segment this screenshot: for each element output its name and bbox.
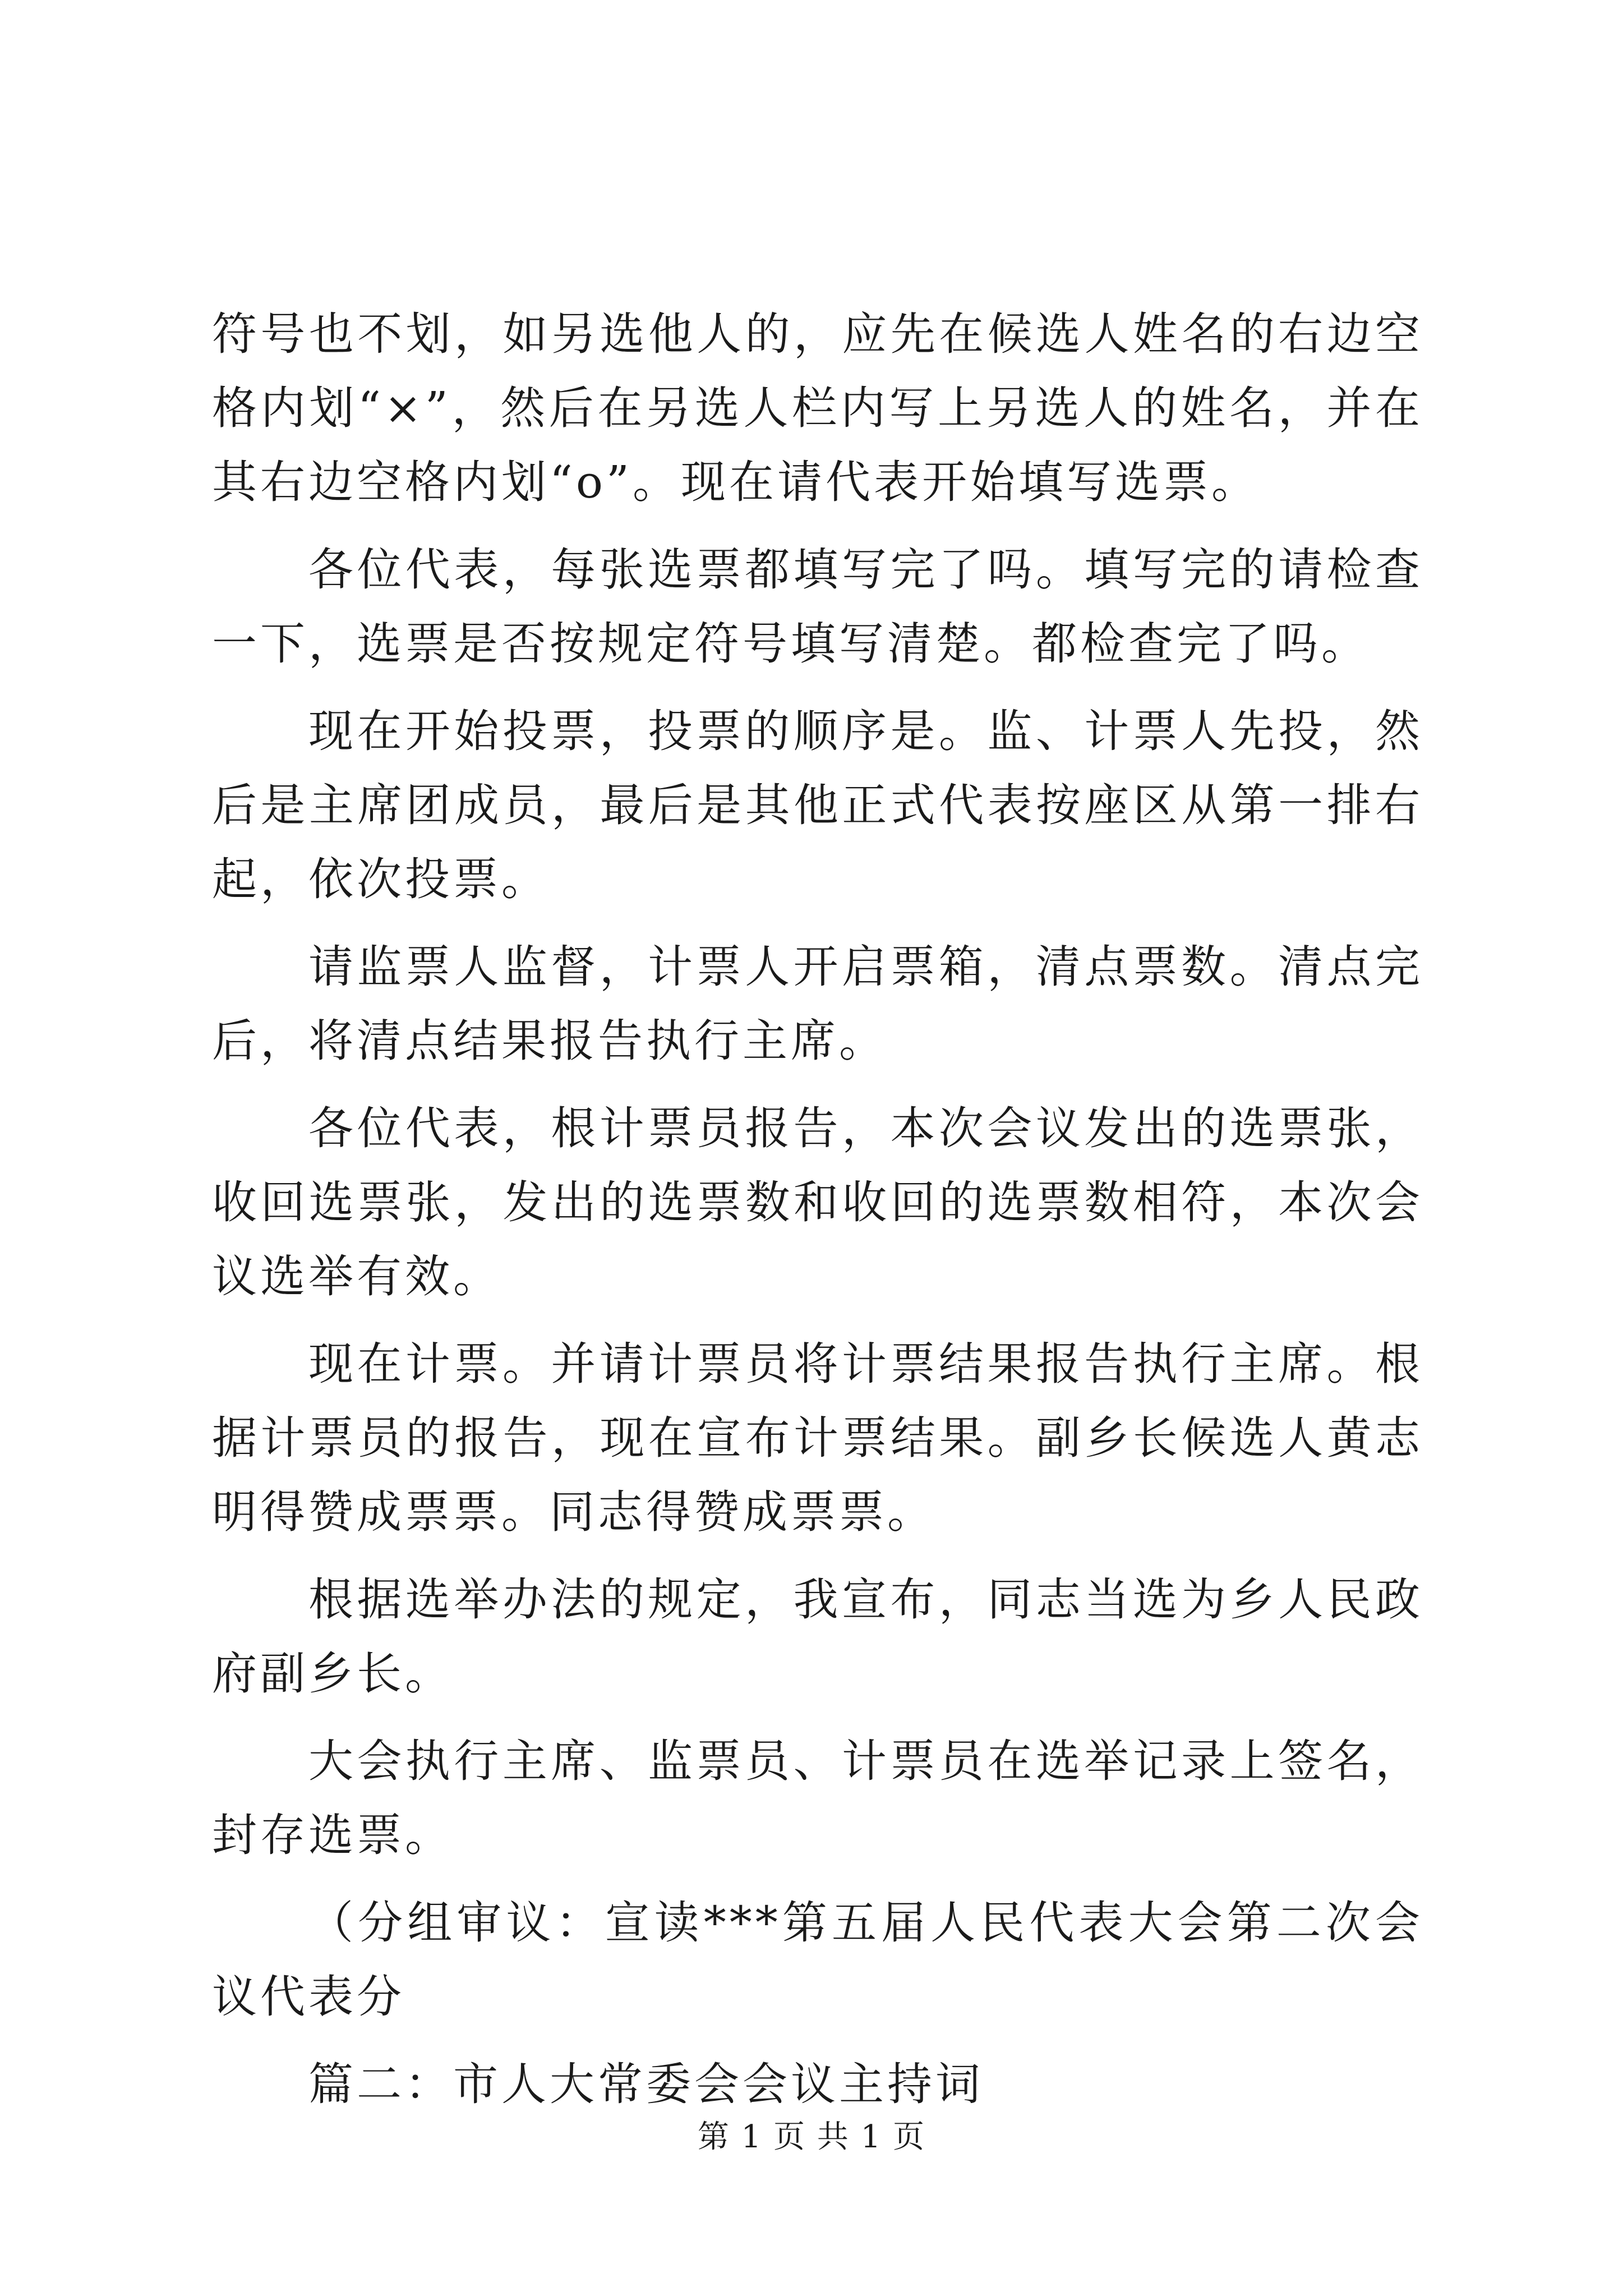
paragraph-9: （分组审议：宣读***第五届人民代表大会第二次会议代表分	[212, 1897, 1423, 2023]
section-heading: 篇二：市人大常委会会议主持词	[308, 2058, 984, 2110]
paragraph-5: 各位代表，根计票员报告，本次会议发出的选票张，收回选票张，发出的选票数和收回的选票数相符，本次会议选举有效。	[212, 1102, 1423, 1303]
paragraph-4: 请监票人监督，计票人开启票箱，清点票数。清点完后，将清点结果报告执行主席。	[212, 941, 1423, 1067]
paragraph-1: 符号也不划，如另选他人的，应先在候选人姓名的右边空格内划“×”，然后在另选人栏内写上另选人的姓名，并在其右边空格内划“o”。现在请代表开始填写选票。	[212, 308, 1423, 508]
paragraph-2: 各位代表，每张选票都填写完了吗。填写完的请检查一下，选票是否按规定符号填写清楚。都检查完了吗。	[212, 544, 1423, 670]
document-body	[212, 297, 1423, 2135]
paragraph-3: 现在开始投票，投票的顺序是。监、计票人先投，然后是主席团成员，最后是其他正式代表按座区从第一排右起，依次投票。	[212, 705, 1423, 905]
paragraph-8: 大会执行主席、监票员、计票员在选举记录上签名，封存选票。	[212, 1735, 1423, 1861]
paragraph-6: 现在计票。并请计票员将计票结果报告执行主席。根据计票员的报告，现在宣布计票结果。副乡长候选人黄志明得赞成票票。同志得赞成票票。	[212, 1338, 1423, 1538]
paragraph-7: 根据选举办法的规定，我宣布，同志当选为乡人民政府副乡长。	[212, 1573, 1423, 1700]
page-footer: 第 1 页 共 1 页	[697, 2119, 926, 2155]
